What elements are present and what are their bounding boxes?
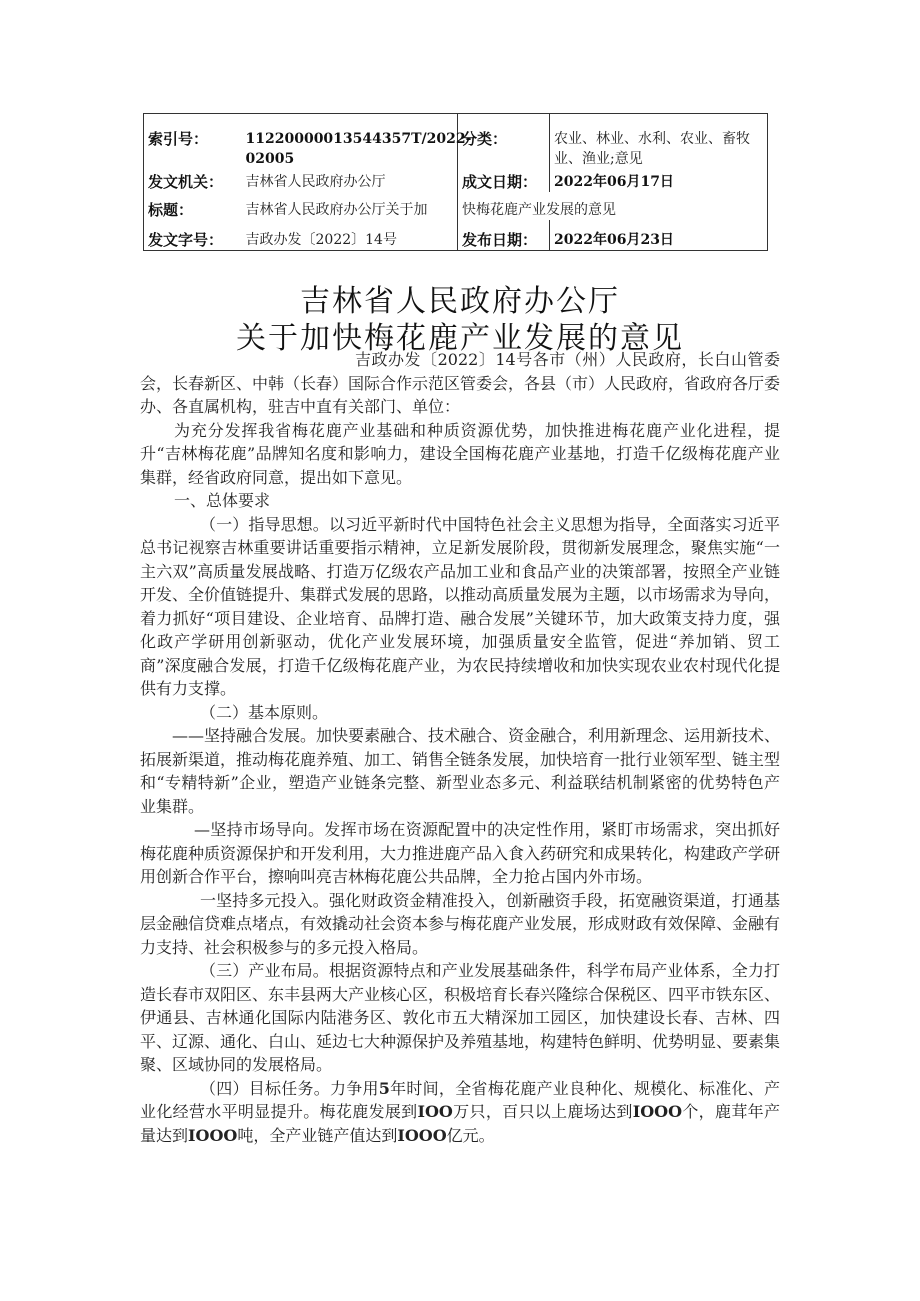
target-industry-value: IOOO (397, 1125, 447, 1145)
issuer-label: 发文机关： (144, 170, 242, 192)
document-metadata-table (143, 113, 768, 251)
targets-text: （四）目标任务。力争用 (200, 1078, 379, 1098)
category-label: 分类： (458, 114, 550, 170)
basic-principles-heading: （二）基本原则。 (200, 702, 329, 722)
target-antler-output: IOOO (188, 1125, 238, 1145)
publish-date-label: 发布日期： (458, 220, 550, 251)
target-years: 5 (378, 1078, 390, 1098)
section-heading-general: 一、总体要求 (174, 491, 271, 510)
target-deer-count: IOO (417, 1102, 453, 1121)
document-body (140, 348, 780, 1147)
document-title-line-1: 吉林省人民政府办公厅 (300, 284, 620, 319)
principle-fusion-paragraph: ——坚持融合发展。加快要素融合、技术融合、资金融合，利用新理念、运用新技术、拓展新渠道，推动梅花鹿养殖、加工、销售全链条发展，加快培育一批行业领军型、链主型和“专精特新”企业，塑造产业链条完整、新型业态多元、利益联结机制紧密的优势特色产业集群。 (140, 726, 781, 816)
targets-text: 万只，百只以上鹿场达到 (452, 1102, 633, 1121)
guiding-ideology-paragraph: （一）指导思想。以习近平新时代中国特色社会主义思想为指导，全面落实习近平总书记视察吉林重要讲话重要指示精神，立足新发展阶段，贯彻新发展理念，聚焦实施“一主六双”高质量发展战略、打造万亿级农产品加工业和食品产业的决策部署，按照全产业链开发、全价值链提升、集群式发展的思路，以推动高质量发展为主题，以市场需求为导向，着力抓好“项目建设、企业培育、品牌打造、融合发展”关键环节，加大政策支持力度，强化政产学研用创新驱动，优化产业发展环境，加强质量安全监管，促进“养加销、贸工商”深度融合发展，打造千亿级梅花鹿产业，为农民持续增收和加快实现农业农村现代化提供有力支撑。 (140, 514, 781, 698)
principle-market-paragraph: —坚持市场导向。发挥市场在资源配置中的决定性作用，紧盯市场需求，突出抓好梅花鹿种质资源保护和开发利用，大力推进鹿产品入食入药研究和成果转化，构建政产学研用创新合作平台，擦响叫亮吉林梅花鹿公共品牌，全力抢占国内外市场。 (140, 820, 781, 886)
targets-text: 亿元。 (446, 1125, 495, 1145)
doc-number-value: 吉政办发〔2022〕14号 (242, 220, 458, 251)
category-value: 农业、林业、水利、农业、畜牧业、渔业;意见 (550, 114, 768, 170)
targets-text: 年时间，全省梅花鹿产业良种化、规模化、标准化、产业化经营水平明显提升。梅花鹿发展到 (140, 1078, 780, 1121)
subject-label: 标题： (144, 192, 242, 220)
principle-investment-paragraph: 一坚持多元投入。强化财政资金精准投入，创新融资手段，拓宽融资渠道，打通基层金融信贷难点堵点，有效撬动社会资本参与梅花鹿产业发展，形成财政有效保障、金融有力支持、社会积极参与的多元投入格局。 (140, 890, 781, 957)
publish-date-value: 2022年06月23日 (550, 220, 768, 251)
index-value: 11220000013544357T/2022-02005 (242, 114, 458, 170)
intro-paragraph: 为充分发挥我省梅花鹿产业基础和种质资源优势，加快推进梅花鹿产业化进程，提升“吉林梅花鹿”品牌知名度和影响力，建设全国梅花鹿产业基地，打造千亿级梅花鹿产业集群，经省政府同意，提出如下意见。 (140, 420, 780, 487)
target-farm-count: IOOO (632, 1102, 683, 1121)
written-date-label: 成文日期： (458, 170, 550, 192)
addressee-paragraph: 吉政办发〔2022〕14号各市（州）人民政府，长白山管委会，长春新区、中韩（长春）国际合作示范区管委会，各县（市）人民政府，省政府各厅委办、各直属机构，驻吉中直有关部门、单位： (140, 350, 781, 416)
targets-paragraph (140, 1077, 780, 1148)
written-date-value: 2022年06月17日 (550, 170, 768, 192)
industry-layout-paragraph: （三）产业布局。根据资源特点和产业发展基础条件，科学布局产业体系，全力打造长春市双阳区、东丰县两大产业核心区，积极培育长春兴隆综合保税区、四平市铁东区、伊通县、吉林通化国际内陆港务区、敦化市五大精深加工园区，加快建设长春、吉林、四平、辽源、通化、白山、延边七大种源保护及养殖基地，构建特色鲜明、优势明显、要素集聚、区域协同的发展格局。 (140, 961, 781, 1074)
subject-value-part-b: 快梅花鹿产业发展的意见 (458, 192, 768, 220)
issuer-value: 吉林省人民政府办公厅 (245, 173, 386, 190)
targets-text: 个，鹿茸年产量达到 (140, 1102, 780, 1145)
index-label: 索引号： (144, 114, 242, 170)
targets-text: 吨，全产业链产值达到 (237, 1125, 398, 1145)
subject-value-part-a: 吉林省人民政府办公厅关于加 (245, 201, 428, 218)
doc-number-label: 发文字号： (144, 220, 242, 251)
document-title-line-2: 关于加快梅花鹿产业发展的意见 (236, 321, 684, 356)
